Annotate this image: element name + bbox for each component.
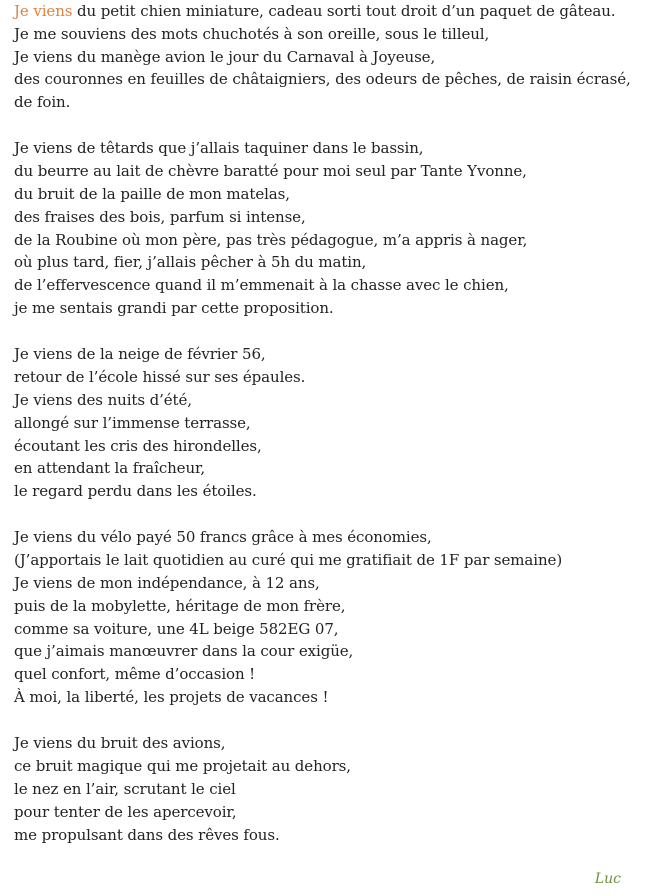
poem-line: Je viens du manège avion le jour du Carnaval à Joyeuse, xyxy=(14,47,436,66)
poem-line: Je me souviens des mots chuchotés à son oreille, sous le tilleul, xyxy=(14,24,490,43)
opening-accent-words: Je viens xyxy=(14,2,73,20)
poem-line: de la Roubine où mon père, pas très pédagogue, m’a appris à nager, xyxy=(14,230,528,249)
poem-line: comme sa voiture, une 4L beige 582EG 07, xyxy=(14,619,339,638)
poem-line: le regard perdu dans les étoiles. xyxy=(14,482,257,501)
stanza-1 xyxy=(14,0,644,114)
stanza-5 xyxy=(14,732,644,846)
poem-line: que j’aimais manœuvrer dans la cour exigüe, xyxy=(14,642,354,661)
poem-line: allongé sur l’immense terrasse, xyxy=(14,413,251,432)
poem-body xyxy=(14,0,644,846)
poem-line: écoutant les cris des hirondelles, xyxy=(14,436,262,455)
poem-line: À moi, la liberté, les projets de vacances ! xyxy=(14,688,329,707)
poem-line: du bruit de la paille de mon matelas, xyxy=(14,185,290,204)
stanza-3 xyxy=(14,343,644,503)
poem-line: le nez en l’air, scrutant le ciel xyxy=(14,779,236,798)
stanza-4 xyxy=(14,526,644,708)
poem-line: puis de la mobylette, héritage de mon frère, xyxy=(14,596,346,615)
poem-line: Je viens du bruit des avions, xyxy=(14,734,226,753)
poem-line: où plus tard, fier, j’allais pêcher à 5h du matin, xyxy=(14,253,367,272)
poem-line: pour tenter de les apercevoir, xyxy=(14,802,237,821)
poem-line: (J’apportais le lait quotidien au curé qui me gratifiait de 1F par semaine) xyxy=(14,551,563,570)
poem-line: Je viens de la neige de février 56, xyxy=(14,345,266,364)
opening-line-rest: du petit chien miniature, cadeau sorti tout droit d’un paquet de gâteau. xyxy=(72,2,616,20)
poem-line: en attendant la fraîcheur, xyxy=(14,459,206,478)
poem-line: Je viens de têtards que j’allais taquiner dans le bassin, xyxy=(14,139,424,158)
author-signature: Luc xyxy=(594,871,621,887)
poem-line: Je viens du vélo payé 50 francs grâce à mes économies, xyxy=(14,528,432,547)
poem-line: des couronnes en feuilles de châtaigniers, des odeurs de pêches, de raisin écrasé, xyxy=(14,70,631,89)
poem-line: je me sentais grandi par cette proposition. xyxy=(14,299,334,318)
poem-line: ce bruit magique qui me projetait au dehors, xyxy=(14,757,351,776)
poem-line: me propulsant dans des rêves fous. xyxy=(14,825,280,844)
stanza-2 xyxy=(14,137,644,319)
poem-line: Je viens des nuits d’été, xyxy=(14,390,192,409)
poem-line-opening xyxy=(14,0,644,23)
poem-line: de l’effervescence quand il m’emmenait à la chasse avec le chien, xyxy=(14,276,509,295)
poem-line: de foin. xyxy=(14,93,71,112)
poem-line: du beurre au lait de chèvre baratté pour moi seul par Tante Yvonne, xyxy=(14,162,527,181)
poem-line: Je viens de mon indépendance, à 12 ans, xyxy=(14,574,320,593)
poem-line: quel confort, même d’occasion ! xyxy=(14,665,256,684)
poem-line: des fraises des bois, parfum si intense, xyxy=(14,207,306,226)
poem-line: retour de l’école hissé sur ses épaules. xyxy=(14,368,306,387)
